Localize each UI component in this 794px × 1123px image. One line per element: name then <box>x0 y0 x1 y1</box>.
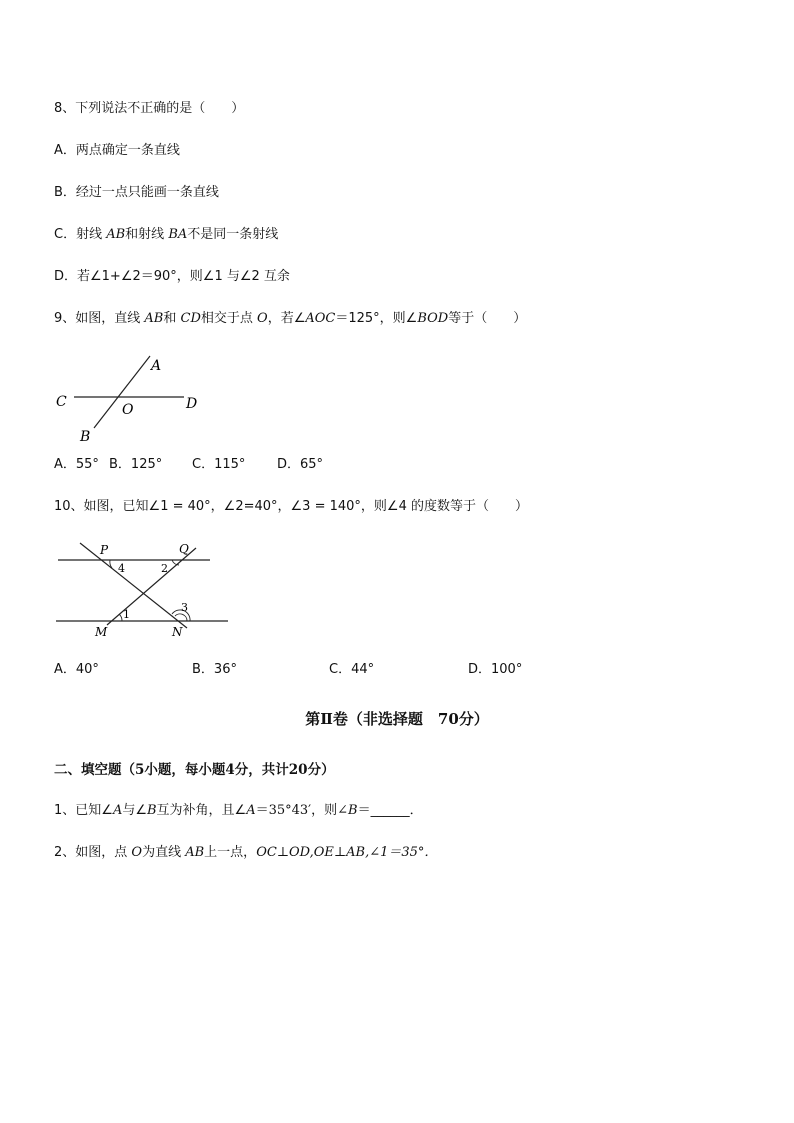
fill-q1-blank: ＝______． <box>357 803 423 818</box>
q9-stem <box>54 310 526 328</box>
q8-option-c-suffix: 不是同一条射线 <box>187 227 279 242</box>
q9-stem-mid: 相交于点 <box>200 311 258 326</box>
q8-option-a: A．两点确定一条直线 <box>54 143 180 158</box>
fill-q1-angle-a: A <box>112 803 123 818</box>
q9-options <box>54 456 323 474</box>
q9-stem-cond: ，若∠ <box>267 311 306 326</box>
q10-label-1: 1 <box>123 608 130 621</box>
q10-stem: 10、如图，已知∠1 = 40°，∠2=40°，∠3 = 140°，则∠4 的度数等于（ ） <box>54 499 528 514</box>
q9-angle-bod: BOD <box>417 311 449 326</box>
q10-label-3: 3 <box>181 601 188 614</box>
q10-option-d: D．100° <box>468 662 523 677</box>
part2-title: 第Ⅱ卷（非选择题 70分） <box>305 710 489 728</box>
q9-stem-and: 和 <box>163 311 181 326</box>
fill-q1-angle-b2: B <box>348 803 358 818</box>
fill-q2-point-o: O <box>131 845 143 860</box>
q8-ray-ab: AB <box>106 227 126 242</box>
q10-option-a: A．40° <box>54 662 99 677</box>
q9-point-o: O <box>257 311 268 326</box>
q9-stem-suffix: 等于（ ） <box>448 311 527 326</box>
q8-option-c-mid: 和射线 <box>125 227 169 242</box>
q9-option-a: A．55° <box>54 457 99 472</box>
q8-stem: 8、下列说法不正确的是（ ） <box>54 101 245 116</box>
q10-label-2: 2 <box>161 562 168 575</box>
q9-stem-value: ＝125°，则∠ <box>335 311 418 326</box>
q9-stem-prefix: 9、如图，直线 <box>54 311 145 326</box>
q10-figure <box>50 538 235 642</box>
q9-angle-aoc: AOC <box>305 311 336 326</box>
q10-angle-1-arc <box>119 614 122 621</box>
fill-q1-angle-a2: A <box>246 803 256 818</box>
q10-label-q: Q <box>179 542 189 556</box>
fill-q2-condition: OC⊥OD,OE⊥AB,∠1＝35°． <box>256 845 438 860</box>
q10-label-n: N <box>172 625 183 639</box>
fill-section-heading: 二、填空题（5小题，每小题4分，共计20分） <box>54 762 335 778</box>
fill-q1-mid: 与∠ <box>122 803 147 818</box>
q9-label-b: B <box>80 429 91 445</box>
fill-q1 <box>54 802 423 820</box>
q10-line-pn <box>80 543 187 628</box>
fill-q2-prefix: 2、如图，点 <box>54 845 132 860</box>
q8-option-b: B．经过一点只能画一条直线 <box>54 185 219 200</box>
q9-label-d: D <box>186 396 198 412</box>
q8-option-d: D．若∠1+∠2＝90°，则∠1 与∠2 互余 <box>54 269 290 284</box>
q9-label-a: A <box>151 358 162 374</box>
fill-q2 <box>54 844 437 862</box>
q10-option-c: C．44° <box>329 662 375 677</box>
q9-label-c: C <box>56 394 67 410</box>
q8-option-c <box>54 226 278 244</box>
fill-q2-mid2: 上一点， <box>204 845 257 860</box>
fill-q2-mid: 为直线 <box>142 845 186 860</box>
q9-option-b: B．125° <box>109 457 163 472</box>
q9-option-d: D．65° <box>277 457 324 472</box>
fill-q1-prefix: 1、已知∠ <box>54 803 113 818</box>
q10-label-4: 4 <box>118 562 125 575</box>
q9-line-cd: CD <box>180 311 201 326</box>
q9-label-o: O <box>122 402 134 418</box>
q10-label-p: P <box>100 543 109 557</box>
q8-ray-ba: BA <box>168 227 188 242</box>
q9-option-c: C．115° <box>192 457 246 472</box>
q9-figure <box>48 352 218 448</box>
q10-label-m: M <box>95 625 108 639</box>
fill-q1-value: ＝35°43′，则∠ <box>255 803 349 818</box>
fill-q2-line-ab: AB <box>185 845 205 860</box>
q10-options <box>54 661 522 679</box>
q10-option-b: B．36° <box>192 662 237 677</box>
fill-q1-rel: 互为补角，且∠ <box>156 803 247 818</box>
q8-option-c-prefix: C．射线 <box>54 227 107 242</box>
fill-q1-angle-b: B <box>146 803 157 818</box>
q9-line-ab: AB <box>144 311 164 326</box>
